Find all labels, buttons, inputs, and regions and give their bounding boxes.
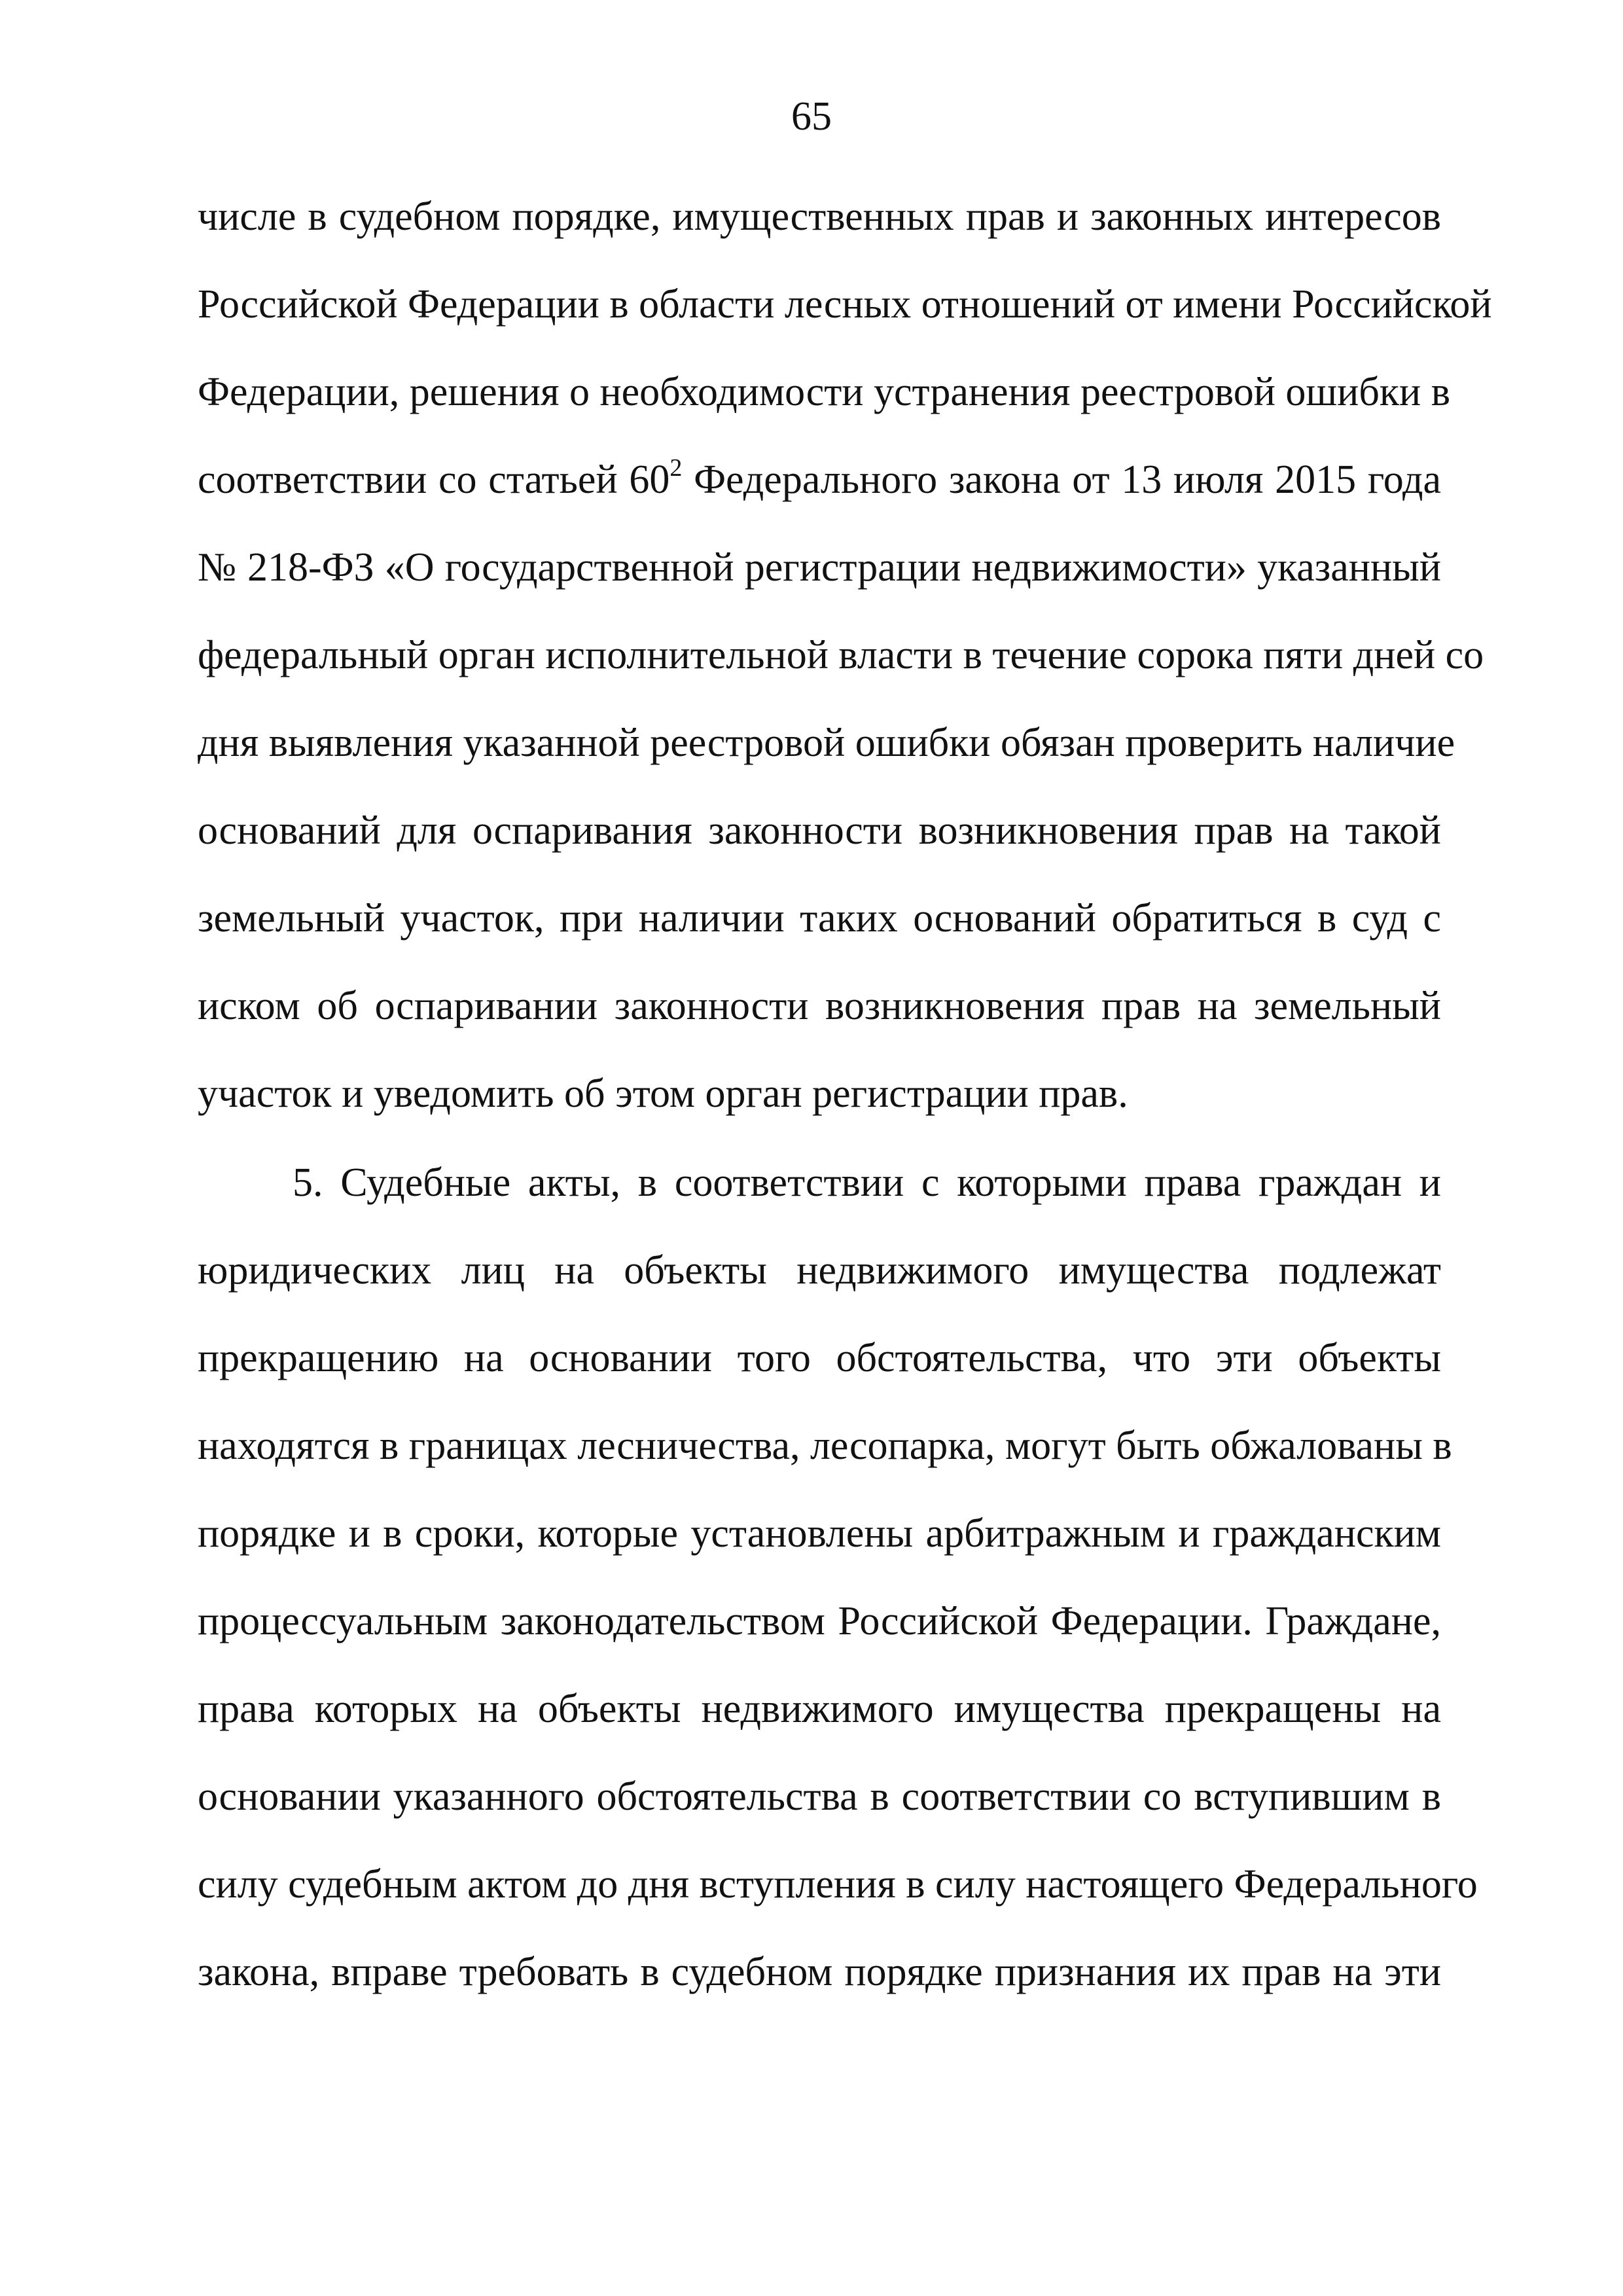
page-number: 65 bbox=[791, 94, 832, 139]
text-line: права которых на объекты недвижимого имущества прекращены на bbox=[198, 1687, 1441, 1731]
text-line: прекращению на основании того обстоятельства, что эти объекты bbox=[198, 1336, 1441, 1380]
text-line: порядке и в сроки, которые установлены арбитражным и гражданским bbox=[198, 1511, 1441, 1556]
text-line: дня выявления указанной реестровой ошибки обязан проверить наличие bbox=[198, 721, 1455, 765]
text-line: 5. Судебные акты, в соответствии с которыми права граждан и bbox=[293, 1160, 1441, 1205]
text-line: земельный участок, при наличии таких оснований обратиться в суд с bbox=[198, 896, 1441, 941]
text-fragment: Федерального закона от 13 июля 2015 года bbox=[682, 457, 1442, 502]
text-line: Федерации, решения о необходимости устранения реестровой ошибки в bbox=[198, 370, 1450, 414]
text-line: федеральный орган исполнительной власти в течение сорока пяти дней со bbox=[198, 633, 1484, 677]
superscript-article-number: 2 bbox=[669, 454, 683, 482]
text-line: юридических лиц на объекты недвижимого имущества подлежат bbox=[198, 1248, 1441, 1293]
text-line: силу судебным актом до дня вступления в силу настоящего Федерального bbox=[198, 1862, 1478, 1907]
text-line: № 218-ФЗ «О государственной регистрации недвижимости» указанный bbox=[198, 545, 1441, 590]
text-line: Российской Федерации в области лесных отношений от имени Российской bbox=[198, 282, 1492, 327]
text-line: числе в судебном порядке, имущественных прав и законных интересов bbox=[198, 194, 1441, 239]
text-fragment: соответствии со статьей 60 bbox=[198, 457, 670, 502]
text-line-with-superscript bbox=[198, 436, 1441, 524]
paragraph-continuation bbox=[198, 173, 1492, 1138]
text-line: иском об оспаривании законности возникновения прав на земельный bbox=[198, 984, 1441, 1028]
text-line: участок и уведомить об этом орган регистрации прав. bbox=[198, 1071, 1128, 1116]
text-line: находятся в границах лесничества, лесопарка, могут быть обжалованы в bbox=[198, 1424, 1452, 1468]
text-line: процессуальным законодательством Российской Федерации. Граждане, bbox=[198, 1599, 1441, 1643]
text-line: оснований для оспаривания законности возникновения прав на такой bbox=[198, 808, 1441, 853]
text-line: закона, вправе требовать в судебном порядке признания их прав на эти bbox=[198, 1950, 1441, 1994]
paragraph-item-5 bbox=[198, 1139, 1478, 2016]
text-line: основании указанного обстоятельства в соответствии со вступившим в bbox=[198, 1774, 1441, 1819]
